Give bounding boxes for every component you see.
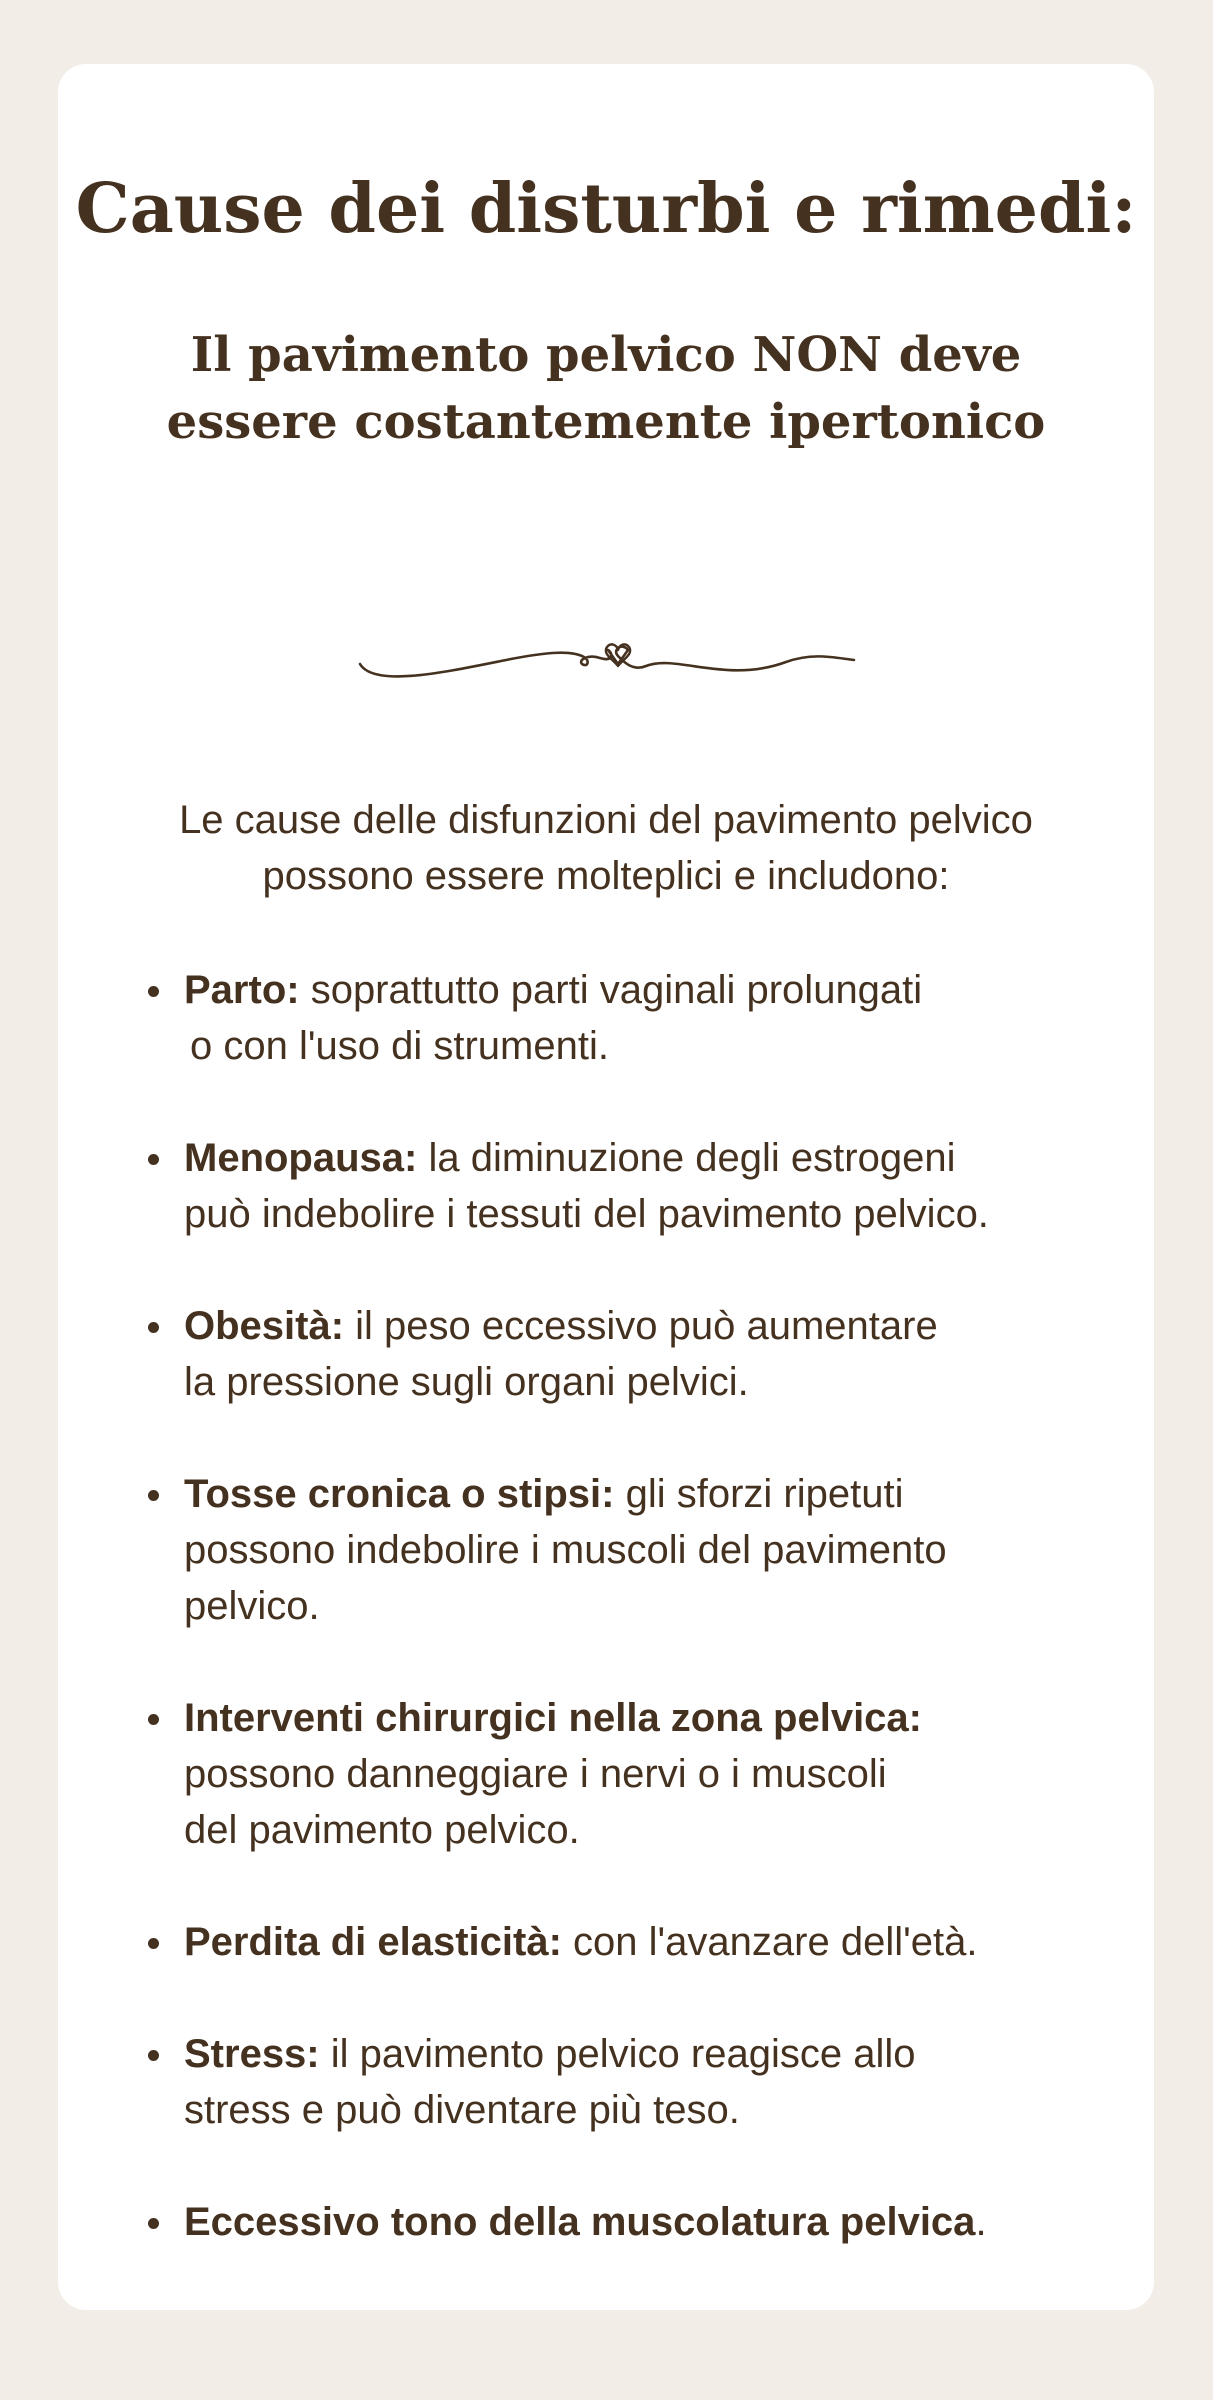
cause-label: Perdita di elasticità: [184, 1920, 562, 1964]
cause-label: Obesità: [184, 1304, 345, 1348]
cause-item-stress [146, 2026, 1146, 2138]
cause-continuation: la pressione sugli organi pelvici. [184, 1360, 749, 1404]
cause-line [184, 1130, 1146, 1186]
cause-text: gli sforzi ripetuti [614, 1472, 904, 1516]
cause-label: Parto: [184, 968, 300, 1012]
cause-continuation: o con l'uso di strumenti. [190, 1024, 609, 1068]
cause-text: soprattutto parti vaginali prolungati [299, 968, 923, 1012]
causes-list [146, 962, 1146, 2306]
cause-item-menopausa [146, 1130, 1146, 1242]
subtitle-line-2: essere costantemente ipertonico [166, 394, 1046, 451]
cause-label: Stress: [184, 2032, 320, 2076]
cause-label: Menopausa: [184, 1136, 418, 1180]
cause-text: . [975, 2200, 987, 2244]
cause-line [184, 962, 1146, 1018]
cause-continuation: può indebolire i tessuti del pavimento pelvico. [184, 1192, 989, 1236]
cause-text: con l'avanzare dell'età. [561, 1920, 978, 1964]
cause-text: la diminuzione degli estrogeni [417, 1136, 956, 1180]
subtitle-line-1: Il pavimento pelvico NON deve [190, 327, 1022, 383]
cause-item-interventi [146, 1690, 1146, 1858]
cause-line [184, 1298, 1146, 1354]
cause-line [184, 1466, 1146, 1522]
cause-item-tosse [146, 1466, 1146, 1634]
cause-continuation: del pavimento pelvico. [184, 1808, 580, 1852]
cause-item-tono [146, 2194, 1146, 2250]
content-card [58, 64, 1154, 2310]
intro-line-1: Le cause delle disfunzioni del pavimento pelvico [179, 798, 1033, 842]
cause-continuation: stress e può diventare più teso. [184, 2088, 740, 2132]
cause-line [184, 2194, 1146, 2250]
cause-text: il pavimento pelvico reagisce allo [319, 2032, 916, 2076]
cause-text: il peso eccessivo può aumentare [344, 1304, 938, 1348]
cause-item-obesita [146, 1298, 1146, 1410]
intro-text [98, 792, 1114, 904]
cause-continuation: pelvico. [184, 1584, 320, 1628]
subtitle [158, 322, 1054, 456]
heart-flourish-icon [356, 620, 856, 690]
cause-line [184, 2026, 1146, 2082]
cause-line [184, 1914, 1146, 1970]
cause-continuation: possono danneggiare i nervi o i muscoli [184, 1752, 887, 1796]
cause-line [184, 1690, 1146, 1746]
page-title: Cause dei disturbi e rimedi: [75, 169, 1137, 249]
cause-continuation: possono indebolire i muscoli del pavimento [184, 1528, 947, 1572]
intro-line-2: possono essere molteplici e includono: [262, 854, 950, 898]
cause-label: Interventi chirurgici nella zona pelvica: [184, 1696, 922, 1740]
cause-label: Tosse cronica o stipsi: [184, 1472, 615, 1516]
cause-label: Eccessivo tono della muscolatura pelvica [184, 2200, 976, 2244]
cause-item-elasticita [146, 1914, 1146, 1970]
cause-item-parto [146, 962, 1146, 1074]
